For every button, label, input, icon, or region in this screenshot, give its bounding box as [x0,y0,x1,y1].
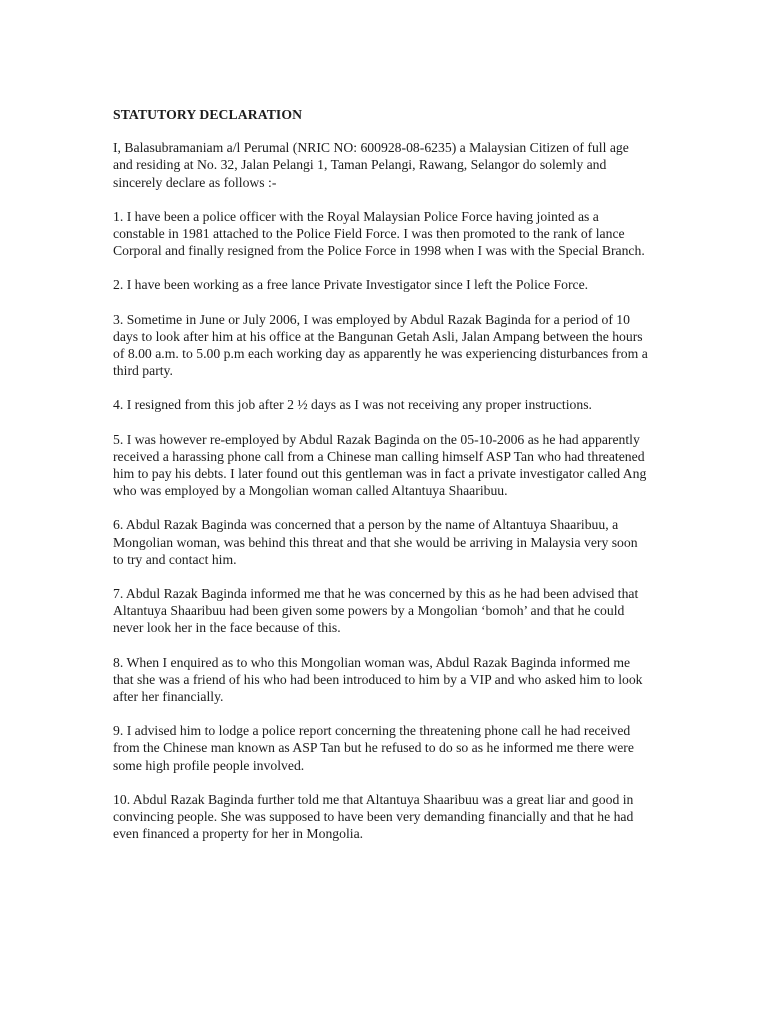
document-title: STATUTORY DECLARATION [113,107,303,122]
paragraph-6: 6. Abdul Razak Baginda was concerned that a person by the name of Altantuya Shaaribuu, a Mongolian woman, was behind this threat and that she would be arriving in Malaysia very soon to try and contact him. [113,517,638,567]
paragraph-8: 8. When I enquired as to who this Mongolian woman was, Abdul Razak Baginda informed me that she was a friend of his who had been introduced to him by a VIP and who asked him to look after her financially. [113,654,643,705]
paragraph-3: 3. Sometime in June or July 2006, I was employed by Abdul Razak Baginda for a period of 10 days to look after him at his office at the Bangunan Getah Asli, Jalan Ampang between the hours of 8.00 a.m. to 5.00 p.m each working day as apparently he was experiencing disturbances from a third party. [113,311,648,379]
declaration-intro: I, Balasubramaniam a/l Perumal (NRIC NO: 600928-08-6235) a Malaysian Citizen of full age and residing at No. 32, Jalan Pelangi 1, Taman Pelangi, Rawang, Selangor do solemly and sincerely declare as follows :- [113,140,629,190]
paragraph-5: 5. I was however re-employed by Abdul Razak Baginda on the 05-10-2006 as he had apparently received a harassing phone call from a Chinese man calling himself ASP Tan who had threatened him to pay his debts. I later found out this gentleman was in fact a private investigator called Ang who was employed by a Mongolian woman called Altantuya Shaaribuu. [113,431,647,499]
document-page [113,106,649,860]
paragraph-10: 10. Abdul Razak Baginda further told me that Altantuya Shaaribuu was a great liar and good in convincing people. She was supposed to have been very demanding financially and that he had even financed a property for her in Mongolia. [113,791,634,842]
paragraph-9: 9. I advised him to lodge a police report concerning the threatening phone call he had received from the Chinese man known as ASP Tan but he refused to do so as he informed me there were some high profile people involved. [113,723,634,773]
paragraph-2: 2. I have been working as a free lance Private Investigator since I left the Police Force. [113,277,589,293]
paragraph-1: 1. I have been a police officer with the Royal Malaysian Police Force having jointed as a constable in 1981 attached to the Police Field Force. I was then promoted to the rank of lance Corporal and finally resigned from the Police Force in 1998 when I was with the Special Branch. [113,208,645,259]
paragraph-7: 7. Abdul Razak Baginda informed me that he was concerned by this as he had been advised that Altantuya Shaaribuu had been given some powers by a Mongolian ‘bomoh’ and that he could never look her in the face because of this. [113,586,639,636]
paragraph-4: 4. I resigned from this job after 2 ½ days as I was not receiving any proper instructions. [113,397,592,413]
